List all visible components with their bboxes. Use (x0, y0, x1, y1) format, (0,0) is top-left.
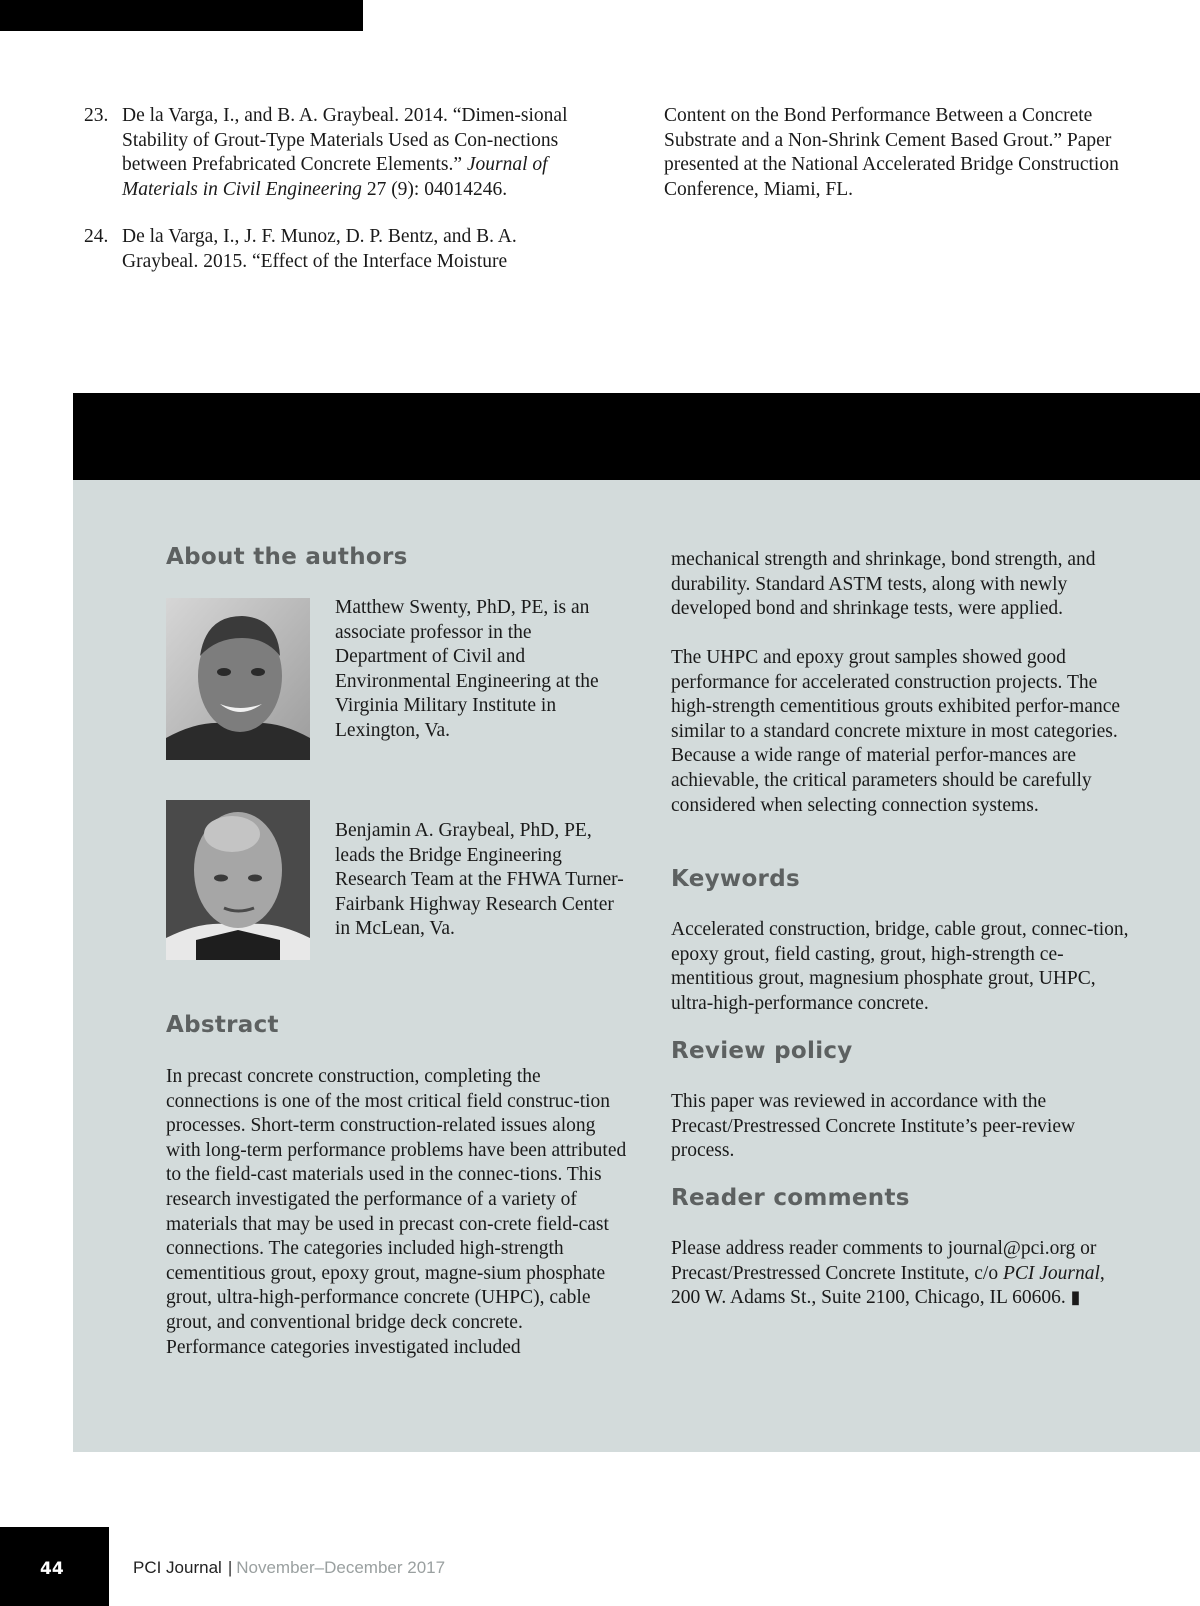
page-number: 44 (40, 1559, 64, 1579)
reference-text: De la Varga, I., J. F. Munoz, D. P. Bentz, and B. A. Graybeal. 2015. “Effect of the Interface Moisture (122, 226, 517, 272)
section-black-band (73, 393, 1200, 480)
author-bio-graybeal: Benjamin A. Graybeal, PhD, PE, leads the Bridge Engineering Research Team at the FHWA Turner-Fairbank Highway Research Center in McLean, Va. (335, 820, 624, 940)
footer-journal: PCI Journal (133, 1558, 222, 1577)
abstract-text: In precast concrete construction, completing the connections is one of the most critical field construc-tion processes. Short-term construction-related issues along with long-term performance problems have been attributed to the field-cast materials used in the connec-tions. This research investigated the performance of a variety of materials that may be used in precast con-crete field-cast connections. The categories included high-strength cementitious grout, epoxy grout, magne-sium phosphate grout, ultra-high-performance concrete (UHPC), cable grout, and conventional bridge deck concrete. Performance categories investigated included (166, 1066, 627, 1358)
top-black-bar (0, 0, 363, 31)
abstract-paragraph-2: The UHPC and epoxy grout samples showed good performance for accelerated construction projects. The high-strength cementitious grouts exhibited perfor-mance similar to a standard concrete mixture in most categories. Because a wide range of material perfor-mances are achievable, the critical parameters should be carefully considered when selecting connection systems. (671, 647, 1121, 816)
journal-title: Journal of Materials in Civil Engineering (122, 154, 548, 200)
about-authors-heading: About the authors (166, 544, 408, 570)
footer-running-head (133, 1558, 445, 1578)
references-right (664, 104, 1134, 202)
reader-comments-text: Please address reader comments to journal@pci.org or Precast/Prestressed Concrete Institute, c/o PCI Journal, 200 W. Adams St., Suite 2100, Chicago, IL 60606. ▮ (671, 1238, 1105, 1309)
reference-number: 24. (84, 226, 109, 248)
reference-text: De la Varga, I., and B. A. Graybeal. 2014. “Dimen-sional Stability of Grout-Type Materials Used as Con-nections between Prefabricated Concrete Elements.” Journal of Materials in Civil Engineering 27 (9): 04014246. (122, 105, 568, 200)
review-policy-heading: Review policy (671, 1038, 853, 1064)
reference-number: 23. (84, 105, 109, 126)
end-mark-icon: ▮ (1070, 1287, 1081, 1309)
journal-title: PCI Journal (1002, 1262, 1100, 1284)
reader-comments-heading: Reader comments (671, 1185, 910, 1211)
abstract-continued: mechanical strength and shrinkage, bond strength, and durability. Standard ASTM tests, along with newly developed bond and shrinkage tests, were applied. (671, 549, 1096, 620)
review-policy-text: This paper was reviewed in accordance with the Precast/Prestressed Concrete Institute’s peer-review process. (671, 1091, 1076, 1162)
author-bio-swenty: Matthew Swenty, PhD, PE, is an associate professor in the Department of Civil and Environmental Engineering at the Virginia Military Institute in Lexington, Va. (335, 597, 599, 741)
footer-separator: | (227, 1558, 233, 1577)
keywords-text: Accelerated construction, bridge, cable grout, connec-tion, epoxy grout, field casting, grout, high-strength ce-mentitious grout, magnesium phosphate grout, UHPC, ultra-high-performance concrete. (671, 919, 1129, 1014)
abstract-heading: Abstract (166, 1012, 279, 1038)
footer-issue: November–December 2017 (236, 1558, 446, 1577)
author-photo-graybeal (166, 800, 310, 960)
author-photo-swenty (166, 598, 310, 760)
reference-24-continued: Content on the Bond Performance Between a Concrete Substrate and a Non-Shrink Cement Based Grout.” Paper presented at the National Accelerated Bridge Construction Conference, Miami, FL. (664, 105, 1119, 200)
references-left (84, 104, 584, 298)
reference-23 (84, 104, 584, 202)
reference-24 (84, 225, 584, 274)
keywords-heading: Keywords (671, 866, 800, 892)
